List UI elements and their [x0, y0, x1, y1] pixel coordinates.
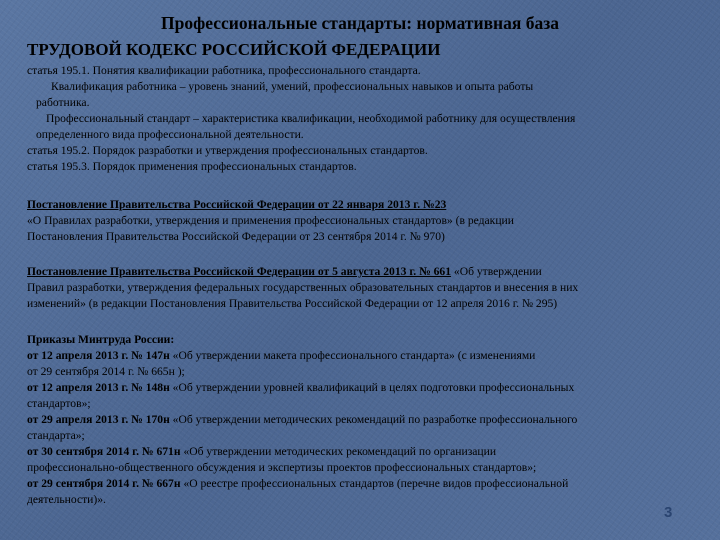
order-671n-date: от 30 сентября 2014 г. № 671н: [27, 445, 181, 458]
decree-23-heading: [27, 198, 446, 212]
decree-23-line-2: «О Правилах разработки, утверждения и применения профессиональных стандартов» (в редакции: [27, 214, 514, 227]
page-number: 3: [664, 504, 673, 521]
order-148n-text: «Об утверждении уровней квалификаций в целях подготовки профессиональных: [169, 381, 575, 394]
slide-title: Профессиональные стандарты: нормативная база: [161, 13, 559, 33]
labor-code-standard-definition: Профессиональный стандарт – характеристика квалификации, необходимой работнику для осуществления: [46, 112, 576, 125]
order-170n: [27, 413, 577, 427]
order-148n-date: от 12 апреля 2013 г. № 148н: [27, 381, 170, 394]
order-147n-date: от 12 апреля 2013 г. № 147н: [27, 349, 170, 362]
labor-code-qualification-definition-cont: работника.: [36, 96, 90, 109]
decree-661-heading-rest: «Об утверждении: [451, 265, 542, 278]
order-147n: [27, 349, 535, 363]
order-147n-cont: от 29 сентября 2014 г. № 665н );: [27, 365, 185, 378]
order-667n-text: «О реестре профессиональных стандартов (перечне видов профессиональной: [180, 477, 569, 490]
order-147n-text: «Об утверждении макета профессионального стандарта» (с изменениями: [169, 349, 536, 362]
order-170n-cont: стандарта»;: [27, 429, 85, 442]
decree-23-line-3: Постановления Правительства Российской Федерации от 23 сентября 2014 г. № 970): [27, 230, 445, 243]
orders-heading: Приказы Минтруда России:: [27, 333, 175, 346]
order-671n: [27, 445, 496, 459]
order-148n-cont: стандартов»;: [27, 397, 91, 410]
labor-code-article-195-1: статья 195.1. Понятия квалификации работника, профессионального стандарта.: [27, 64, 421, 77]
decree-661-line-3: изменений» (в редакции Постановления Правительства Российской Федерации от 12 апреля 2016 г. № 295): [27, 297, 558, 310]
decree-661-title: Постановление Правительства Российской Федерации от 5 августа 2013 г. № 661: [27, 265, 452, 278]
order-671n-text: «Об утверждении методических рекомендаций по организации: [180, 445, 497, 458]
order-170n-text: «Об утверждении методических рекомендаций по разработке профессионального: [169, 413, 578, 426]
decree-23-title: Постановление Правительства Российской Федерации от 22 января 2013 г. №23: [27, 198, 447, 211]
labor-code-qualification-definition: Квалификация работника – уровень знаний, умений, профессиональных навыков и опыта работы: [51, 80, 534, 93]
decree-661-line-2: Правил разработки, утверждения федеральных государственных образовательных стандартов и внесения в них: [27, 281, 579, 294]
labor-code-article-195-3: статья 195.3. Порядок применения профессиональных стандартов.: [27, 160, 357, 173]
labor-code-standard-definition-cont: определенного вида профессиональной деятельности.: [36, 128, 304, 141]
order-671n-cont: профессионально-общественного обсуждения и экспертизы проектов профессиональных стандартов»;: [27, 461, 537, 474]
order-667n: [27, 477, 568, 491]
order-170n-date: от 29 апреля 2013 г. № 170н: [27, 413, 170, 426]
labor-code-article-195-2: статья 195.2. Порядок разработки и утверждения профессиональных стандартов.: [27, 144, 428, 157]
decree-661-heading: [27, 265, 542, 279]
order-148n: [27, 381, 574, 395]
order-667n-cont: деятельности)».: [27, 493, 106, 506]
labor-code-heading: ТРУДОВОЙ КОДЕКС РОССИЙСКОЙ ФЕДЕРАЦИИ: [27, 40, 441, 59]
order-667n-date: от 29 сентября 2014 г. № 667н: [27, 477, 181, 490]
